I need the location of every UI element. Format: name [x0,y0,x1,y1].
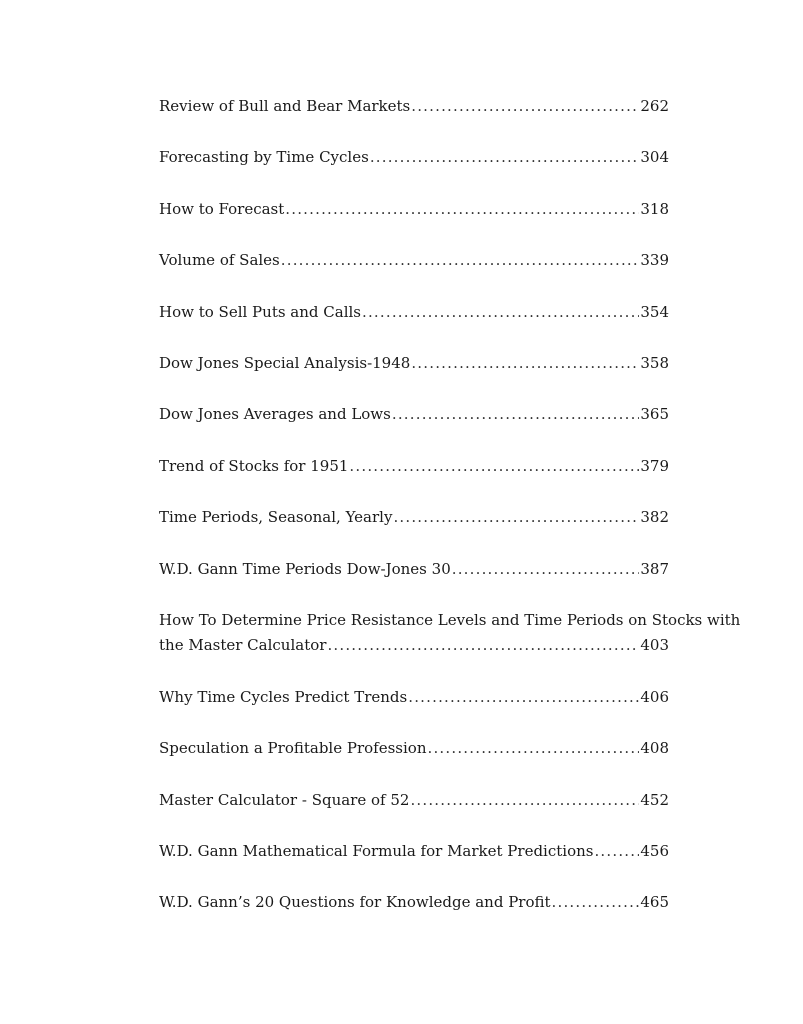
dot-leader [408,685,639,710]
dot-leader [411,351,639,376]
toc-entry-title: Speculation a Profitable Profession [159,739,427,758]
toc-entry[interactable] [159,685,669,736]
toc-entry-page: 379 [640,456,669,475]
toc-entry-title: Trend of Stocks for 1951 [159,456,349,475]
toc-entry-title-line2: the Master Calculator [159,635,327,654]
toc-entry[interactable] [159,402,669,453]
toc-entry-title: Time Periods, Seasonal, Yearly [159,508,393,527]
toc-entry-title: W.D. Gann Mathematical Formula for Market Predictions [159,842,594,861]
dot-leader [411,94,639,119]
toc-entry-title: Master Calculator - Square of 52 [159,790,410,809]
toc-entry[interactable] [159,608,741,685]
dot-leader [327,633,639,658]
toc-entry-title: W.D. Gann Time Periods Dow-Jones 30 [159,559,451,578]
toc-entry[interactable] [159,788,669,839]
toc-entry-title-line1: How To Determine Price Resistance Levels and Time Periods on Stocks with [159,610,741,629]
toc-entry[interactable] [159,505,669,556]
toc-entry[interactable] [159,94,669,145]
toc-entry-title: Review of Bull and Bear Markets [159,97,411,115]
dot-leader [392,402,640,427]
toc-entry-page: 408 [640,739,669,758]
toc-entry-page: 358 [640,353,669,372]
dot-leader [370,145,640,170]
dot-leader [349,454,639,479]
dot-leader [393,505,639,530]
toc-entry-title: How to Forecast [159,199,285,218]
toc-entry-page: 339 [640,251,669,270]
toc-entry[interactable] [159,248,669,299]
dot-leader [362,300,639,325]
dot-leader [427,736,639,761]
toc-entry[interactable] [159,197,669,248]
dot-leader [594,839,639,864]
toc-entry-page: 403 [640,635,669,654]
toc-entry-title: Why Time Cycles Predict Trends [159,687,408,706]
toc-entry-page: 262 [640,97,669,115]
dot-leader [410,788,639,813]
toc-entry-page: 354 [640,302,669,321]
toc-entry[interactable] [159,890,669,941]
toc-entry-title: Forecasting by Time Cycles [159,148,369,167]
dot-leader [452,557,640,582]
dot-leader [285,197,639,222]
toc-entry-title: Dow Jones Special Analysis-1948 [159,353,411,372]
toc-entry[interactable] [159,839,669,890]
toc-entry-page: 365 [640,405,669,424]
toc-entry[interactable] [159,557,669,608]
dot-leader [281,248,640,273]
toc-entry-page: 304 [640,148,669,167]
dot-leader [552,890,640,915]
toc-entry-page: 382 [640,508,669,527]
toc-entry-page: 318 [640,199,669,218]
toc-entry-page: 456 [640,842,669,861]
toc-entry[interactable] [159,454,669,505]
toc-entry-page: 387 [640,559,669,578]
table-of-contents [159,94,741,942]
toc-entry-title: How to Sell Puts and Calls [159,302,361,321]
toc-entry[interactable] [159,300,669,351]
toc-entry-title: Volume of Sales [159,251,280,270]
toc-entry-page: 406 [640,687,669,706]
toc-entry[interactable] [159,145,669,196]
toc-entry[interactable] [159,736,669,787]
toc-entry[interactable] [159,351,669,402]
toc-entry-page: 465 [640,893,669,912]
toc-entry-title: Dow Jones Averages and Lows [159,405,391,424]
toc-entry-title: W.D. Gann’s 20 Questions for Knowledge and Profit [159,893,551,912]
toc-entry-page: 452 [640,790,669,809]
